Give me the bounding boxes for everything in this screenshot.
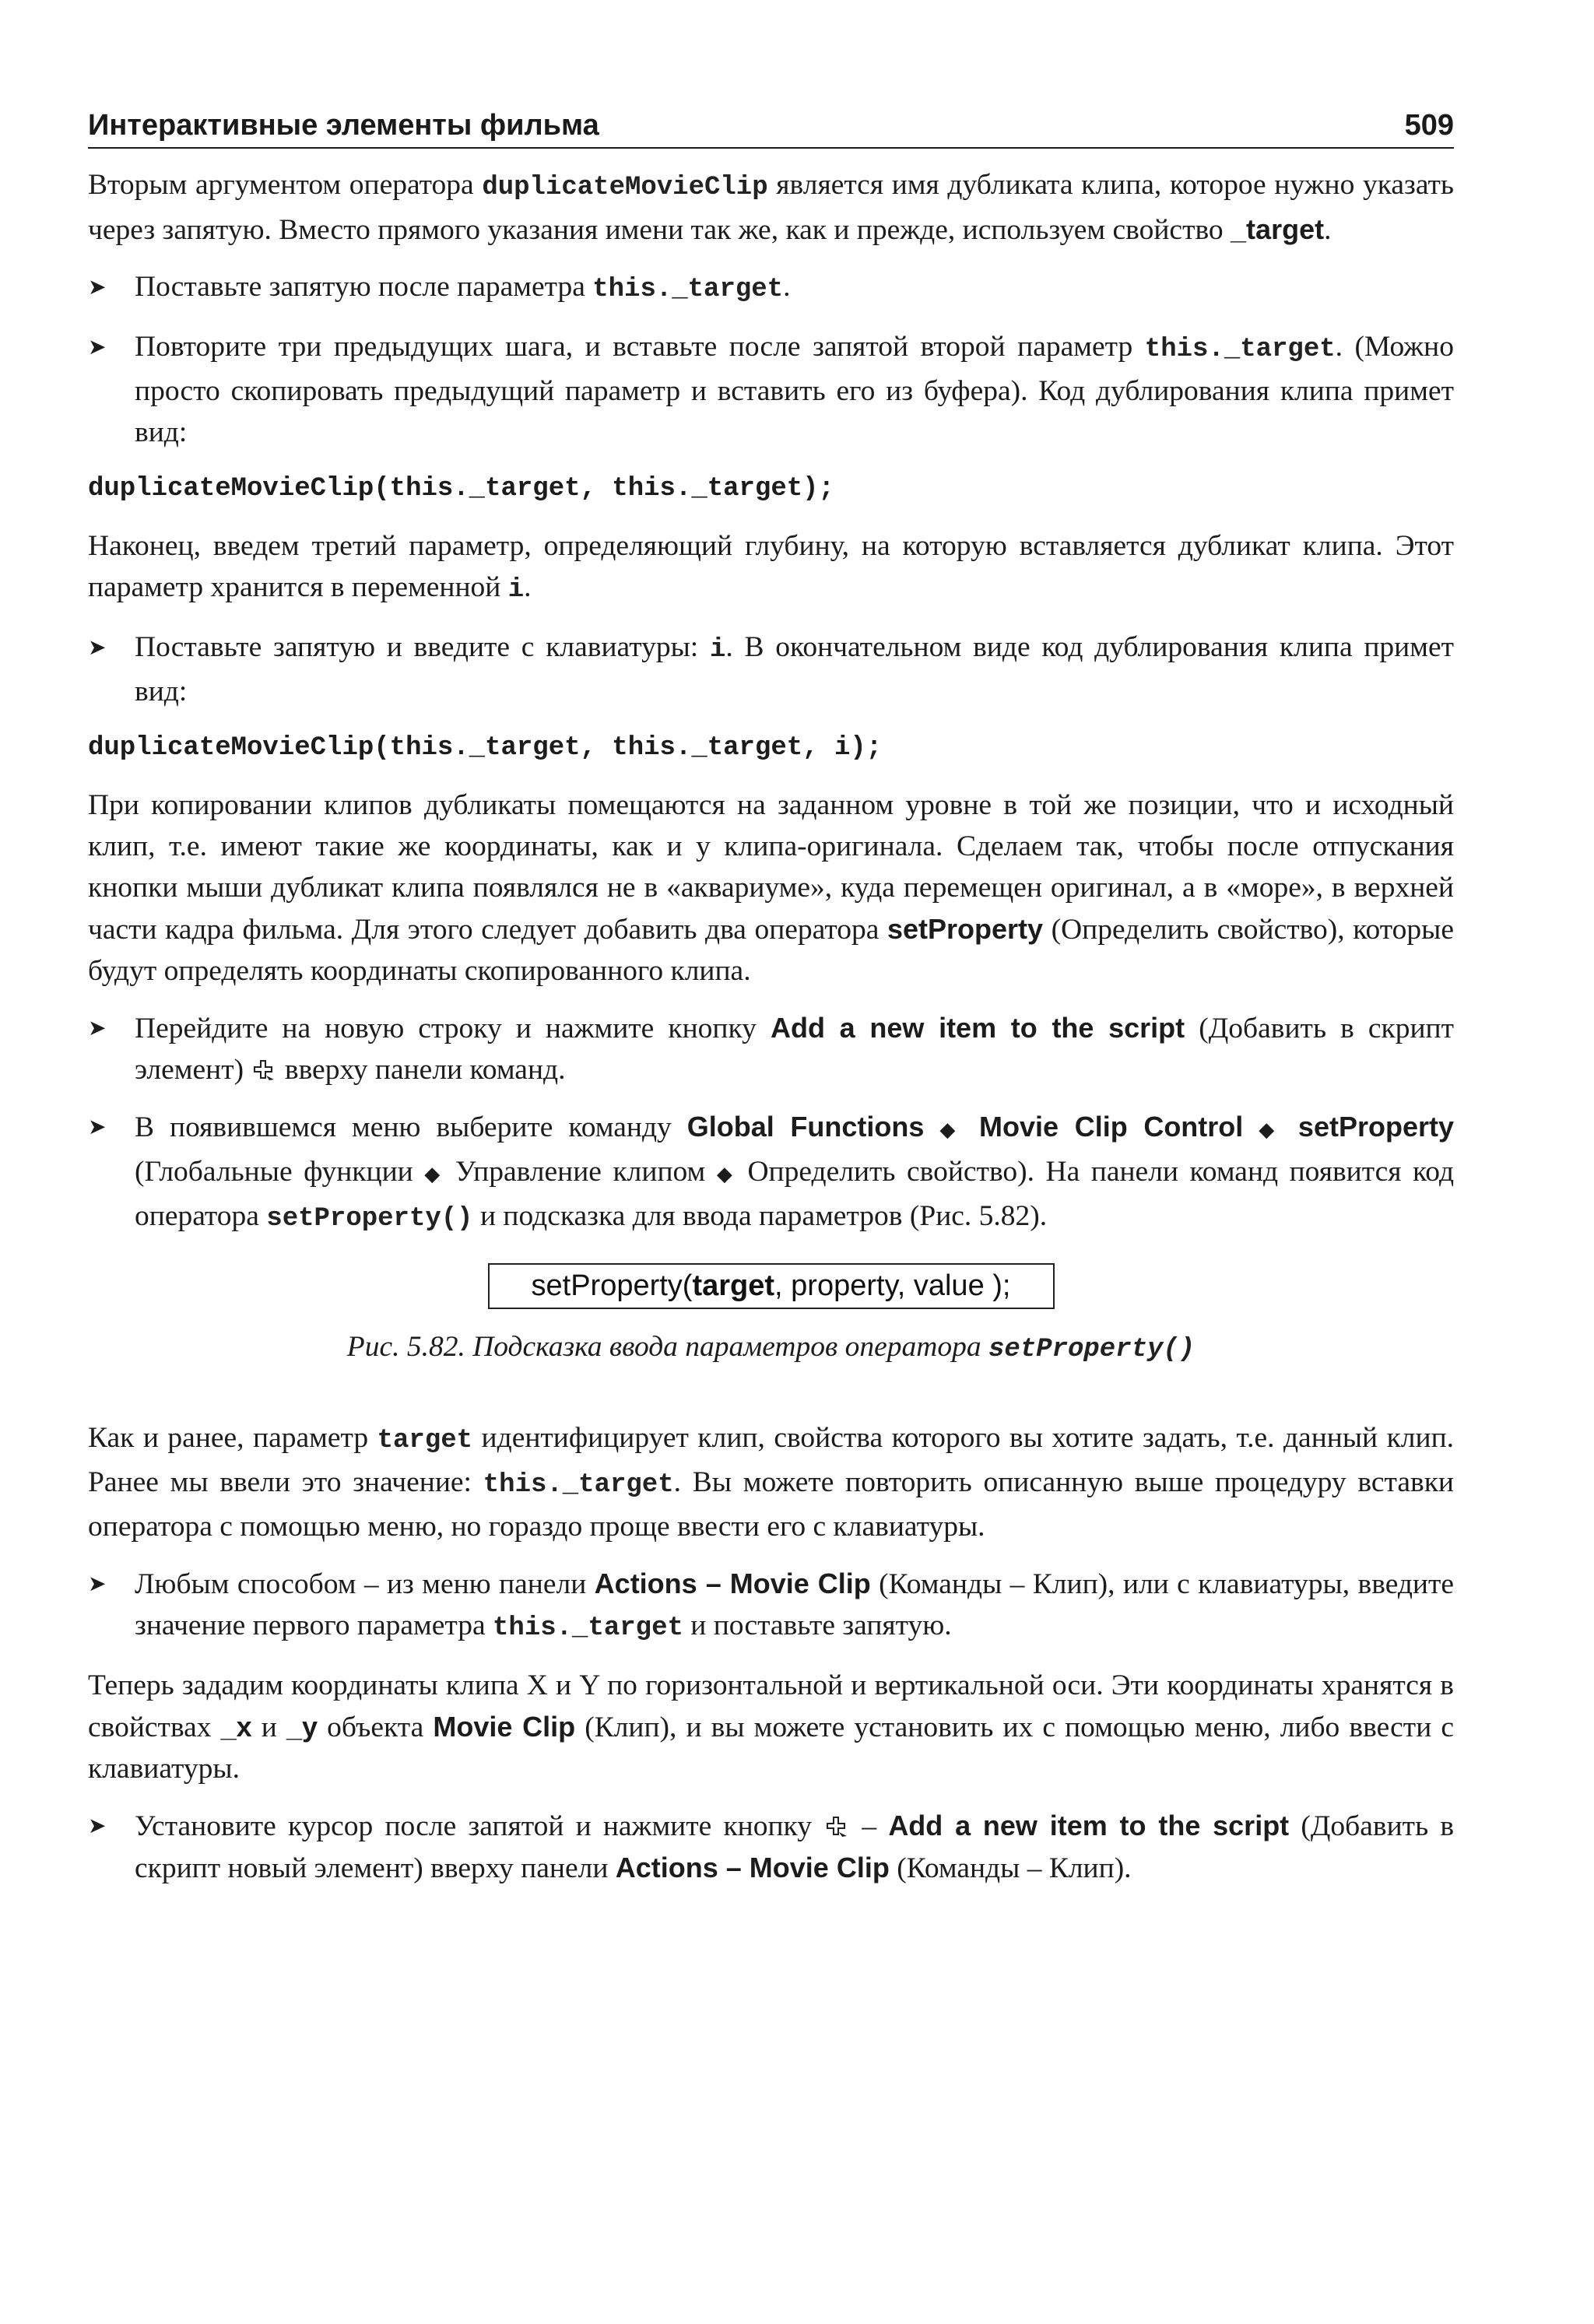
hint-text: , property, value ); [774,1269,1011,1302]
figure-caption [88,1326,1454,1371]
bold-term: setProperty [887,913,1044,945]
step-6 [88,1563,1454,1649]
text: Вторым аргументом оператора [88,169,474,201]
paragraph-5 [88,1665,1454,1789]
code-term: this._target [483,1470,674,1500]
bold-term: _target [1231,213,1325,245]
bold-term: _y [286,1711,318,1743]
text: Перейдите на новую строку и нажмите кнопку [135,1013,757,1044]
bold-term: Movie Clip Control [979,1111,1244,1143]
code-term: setProperty() [266,1204,473,1234]
text: . В окончательном виде код дублирования клипа примет вид: [135,631,1454,707]
step-1 [88,266,1454,311]
bold-term: Actions – Movie Clip [615,1852,890,1883]
code-term: target [377,1426,473,1455]
arrow-bullet-icon: ➤ [88,334,107,360]
text: . [524,571,532,603]
paragraph-1 [88,164,1454,251]
code-hint-tooltip [488,1263,1055,1309]
text: При копировании клипов дубликаты помещаются на заданном уровне в той же позиции, что и исходный клип, т.е. имеют такие же координаты, как и у клипа-оригинала. Сделаем так, чтобы после отпускания кнопки мыши дубликат клипа появлялся не в «аквариуме», куда перемещен оригинал, а в «море», в верхней части кадра фильма. Для этого следует добавить два оператора [88,789,1454,946]
step-5 [88,1106,1454,1240]
arrow-bullet-icon: ➤ [88,1114,107,1139]
paragraph-3 [88,785,1454,992]
code-term: this._target [1144,335,1336,364]
text: Установите курсор после запятой и нажмите кнопку [135,1810,812,1842]
text: является имя дубликата клипа, которое нужно указать через запятую. Вместо прямого указания имени так же, как и прежде, используем свойство [88,169,1455,246]
arrow-bullet-icon: ➤ [88,1015,107,1041]
code-term: i [507,575,525,605]
diamond-separator-icon: ◆ [716,1163,736,1186]
step-4 [88,1007,1454,1090]
text: Наконец, введем третий параметр, определяющий глубину, на которую вставляется дубликат клипа. Этот параметр хранится в переменной [88,530,1454,603]
text: и [261,1711,277,1743]
code-term: i [709,635,726,665]
bold-term: Global Functions [686,1111,925,1143]
text: Поставьте запятую после параметра [135,271,585,303]
paragraph-4 [88,1417,1454,1547]
text: Повторите три предыдущих шага, и вставьте после запятой второй параметр [135,331,1133,363]
bold-term: Actions – Movie Clip [594,1567,871,1599]
arrow-bullet-icon: ➤ [88,1571,107,1596]
diamond-separator-icon: ◆ [1259,1118,1283,1142]
arrow-bullet-icon: ➤ [88,634,107,660]
add-item-plus-icon [823,1815,850,1838]
hint-text: setProperty( [531,1269,693,1302]
text: объекта [327,1711,424,1743]
running-header [88,109,1454,149]
text: идентифицирует клип, свойства которого вы хотите задать, т.е. данный клип. Ранее мы ввели это значение: [88,1422,1455,1498]
text: В появившемся меню выберите команду [135,1111,672,1143]
code-listing-1: duplicateMovieClip(this._target, this._target); [88,474,834,504]
caption-code: setProperty() [988,1335,1196,1364]
add-item-plus-icon [251,1058,277,1082]
bold-term: _x [220,1711,252,1743]
step-3 [88,627,1454,712]
text: Поставьте запятую и введите с клавиатуры: [135,631,699,663]
text: (Клип), и вы можете установить их с помощью меню, либо ввести с клавиатуры. [88,1711,1455,1785]
code-term: this._target [493,1613,683,1643]
arrow-bullet-icon: ➤ [88,274,107,300]
text: (Глобальные функции [135,1156,413,1188]
step-7 [88,1805,1454,1889]
bold-term: setProperty [1297,1111,1454,1143]
text: . Вы можете повторить описанную выше процедуру вставки оператора с помощью меню, но гораздо проще ввести его с клавиатуры. [88,1466,1454,1543]
text: Теперь зададим координаты клипа X и Y по горизонтальной и вертикальной оси. Эти координаты хранятся в свойствах [88,1669,1454,1743]
text: (Определить свойство), которые будут определять координаты скопированного клипа. [88,914,1455,987]
bold-term: Movie Clip [433,1711,576,1743]
bold-term: Add a new item to the script [771,1012,1185,1044]
text: (Команды – Клип). [897,1852,1132,1884]
page-number: 509 [1404,109,1454,142]
text: . [783,271,791,303]
hint-bold-param: target [692,1269,775,1302]
arrow-bullet-icon: ➤ [88,1813,107,1838]
paragraph-2 [88,525,1454,611]
text: (Добавить в скрипт новый элемент) вверху панели [135,1810,1455,1884]
code-term: duplicateMovieClip [482,173,768,202]
text: Управление клипом [455,1156,706,1188]
text: вверху панели команд. [284,1054,566,1086]
text: Как и ранее, параметр [88,1422,369,1454]
chapter-title: Интерактивные элементы фильма [88,109,599,142]
page-content [88,109,1454,1904]
text: (Команды – Клип), или с клавиатуры, введите значение первого параметра [135,1568,1455,1641]
text: Любым способом – из меню панели [135,1568,587,1600]
text: и подсказка для ввода параметров (Рис. 5.82). [479,1200,1048,1232]
text: Определить свойство). На панели команд появится код оператора [135,1156,1455,1232]
caption-text: Рис. 5.82. Подсказка ввода параметров оператора [346,1331,981,1363]
text: и поставьте запятую. [690,1610,952,1641]
text: (Добавить в скрипт элемент) [135,1013,1455,1086]
text: . (Можно просто скопировать предыдущий параметр и вставить его из буфера). Код дублирования клипа примет вид: [135,331,1454,448]
diamond-separator-icon: ◆ [424,1163,444,1186]
code-listing-2: duplicateMovieClip(this._target, this._target, i); [88,733,883,763]
diamond-separator-icon: ◆ [939,1118,964,1142]
code-term: this._target [592,275,784,304]
step-2 [88,326,1454,453]
bold-term: Add a new item to the script [888,1810,1290,1841]
text: . [1324,214,1332,246]
text: – [862,1810,877,1842]
